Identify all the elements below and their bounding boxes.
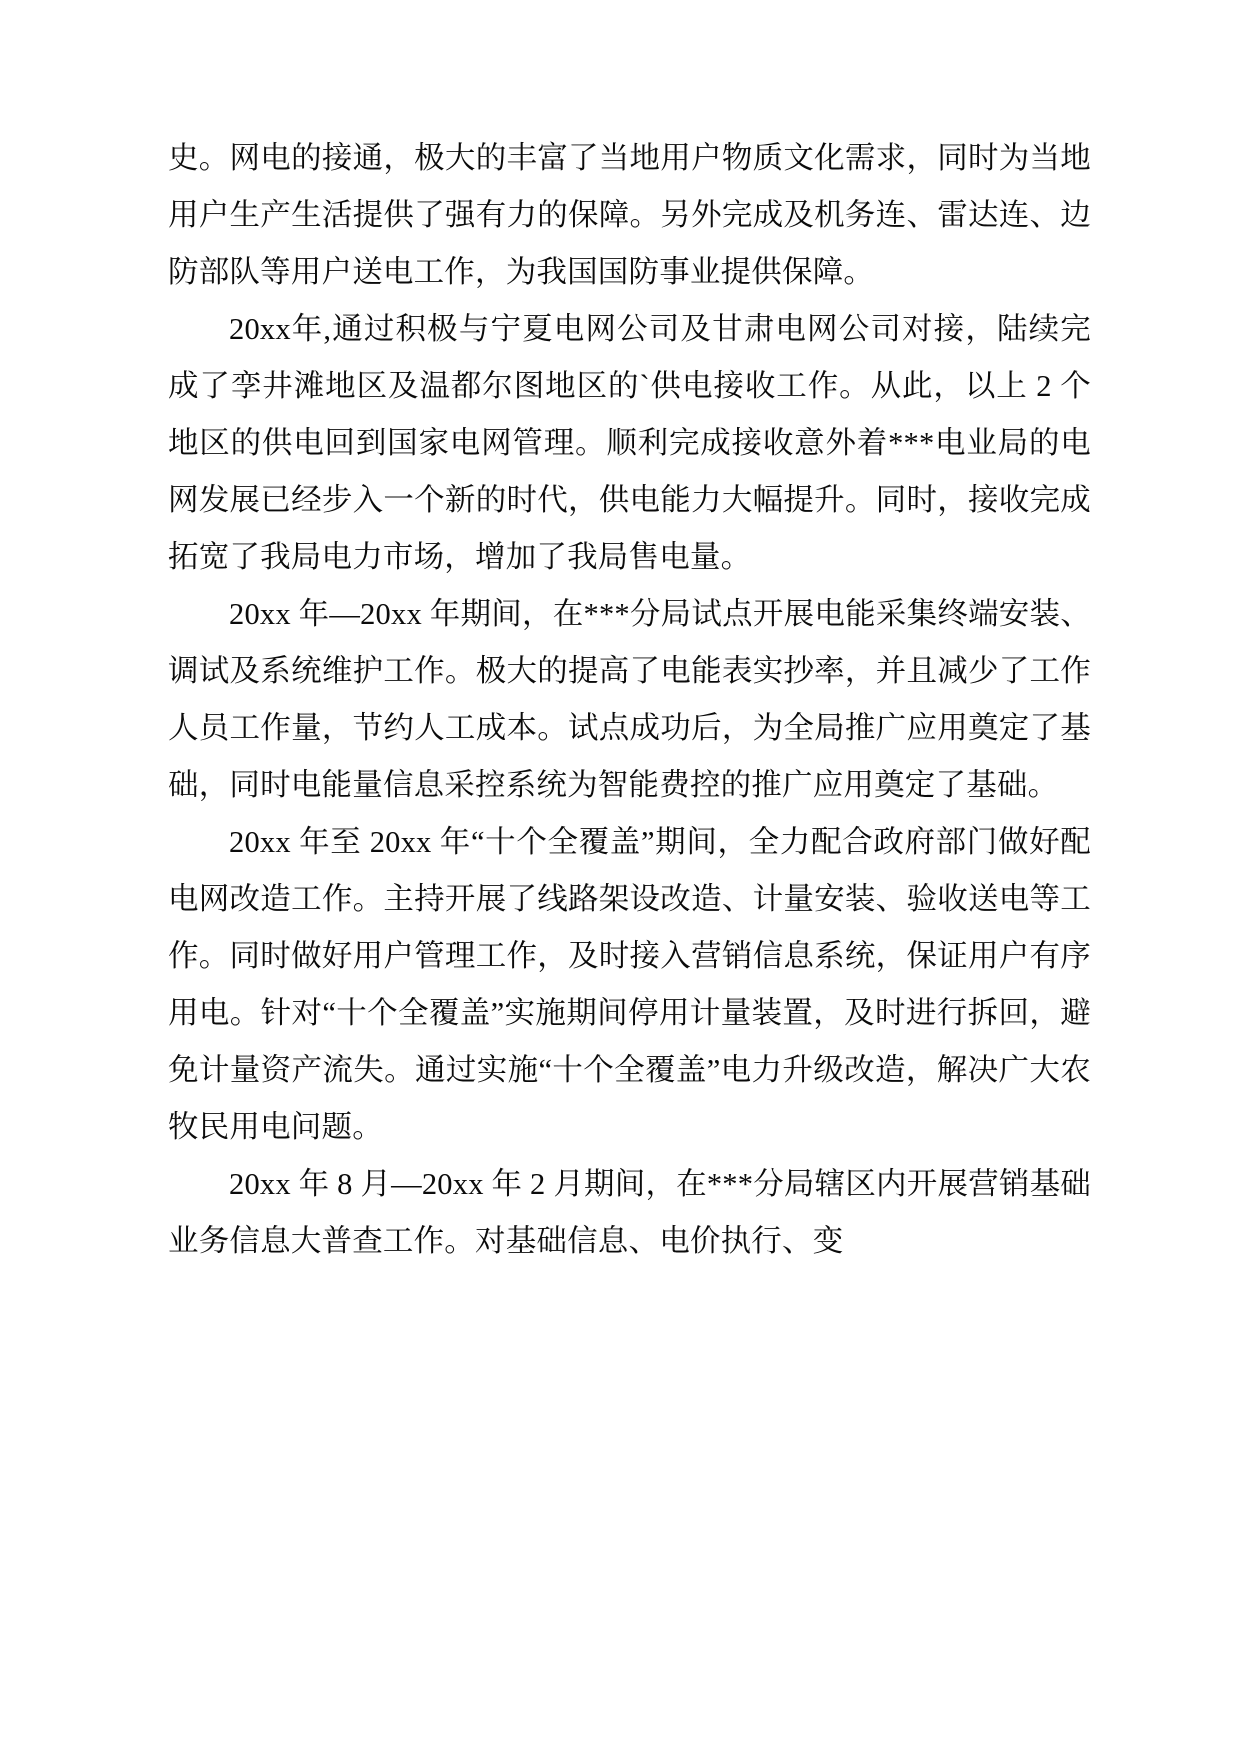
- paragraph-2: 20xx年,通过积极与宁夏电网公司及甘肃电网公司对接，陆续完成了孪井滩地区及温都尔图地区的`供电接收工作。从此，以上 2 个地区的供电回到国家电网管理。顺利完成接收意外着***电业局的电网发展已经步入一个新的时代，供电能力大幅提升。同时，接收完成拓宽了我局电力市场，增加了我局售电量。: [168, 312, 1091, 574]
- paragraph-4: 20xx 年至 20xx 年“十个全覆盖”期间，全力配合政府部门做好配电网改造工作。主持开展了线路架设改造、计量安装、验收送电等工作。同时做好用户管理工作，及时接入营销信息系统，保证用户有序用电。针对“十个全覆盖”实施期间停用计量装置，及时进行拆回，避免计量资产流失。通过实施“十个全覆盖”电力升级改造，解决广大农牧民用电问题。: [168, 825, 1091, 1144]
- paragraph-5: 20xx 年 8 月—20xx 年 2 月期间，在***分局辖区内开展营销基础业务信息大普查工作。对基础信息、电价执行、变: [168, 1167, 1091, 1258]
- paragraph-3: 20xx 年—20xx 年期间，在***分局试点开展电能采集终端安装、调试及系统维护工作。极大的提高了电能表实抄率，并且减少了工作人员工作量，节约人工成本。试点成功后，为全局推广应用奠定了基础，同时电能量信息采控系统为智能费控的推广应用奠定了基础。: [168, 597, 1091, 802]
- paragraph-1: 史。网电的接通，极大的丰富了当地用户物质文化需求，同时为当地用户生产生活提供了强有力的保障。另外完成及机务连、雷达连、边防部队等用户送电工作，为我国国防事业提供保障。: [168, 141, 1091, 289]
- document-body: [168, 130, 1091, 1270]
